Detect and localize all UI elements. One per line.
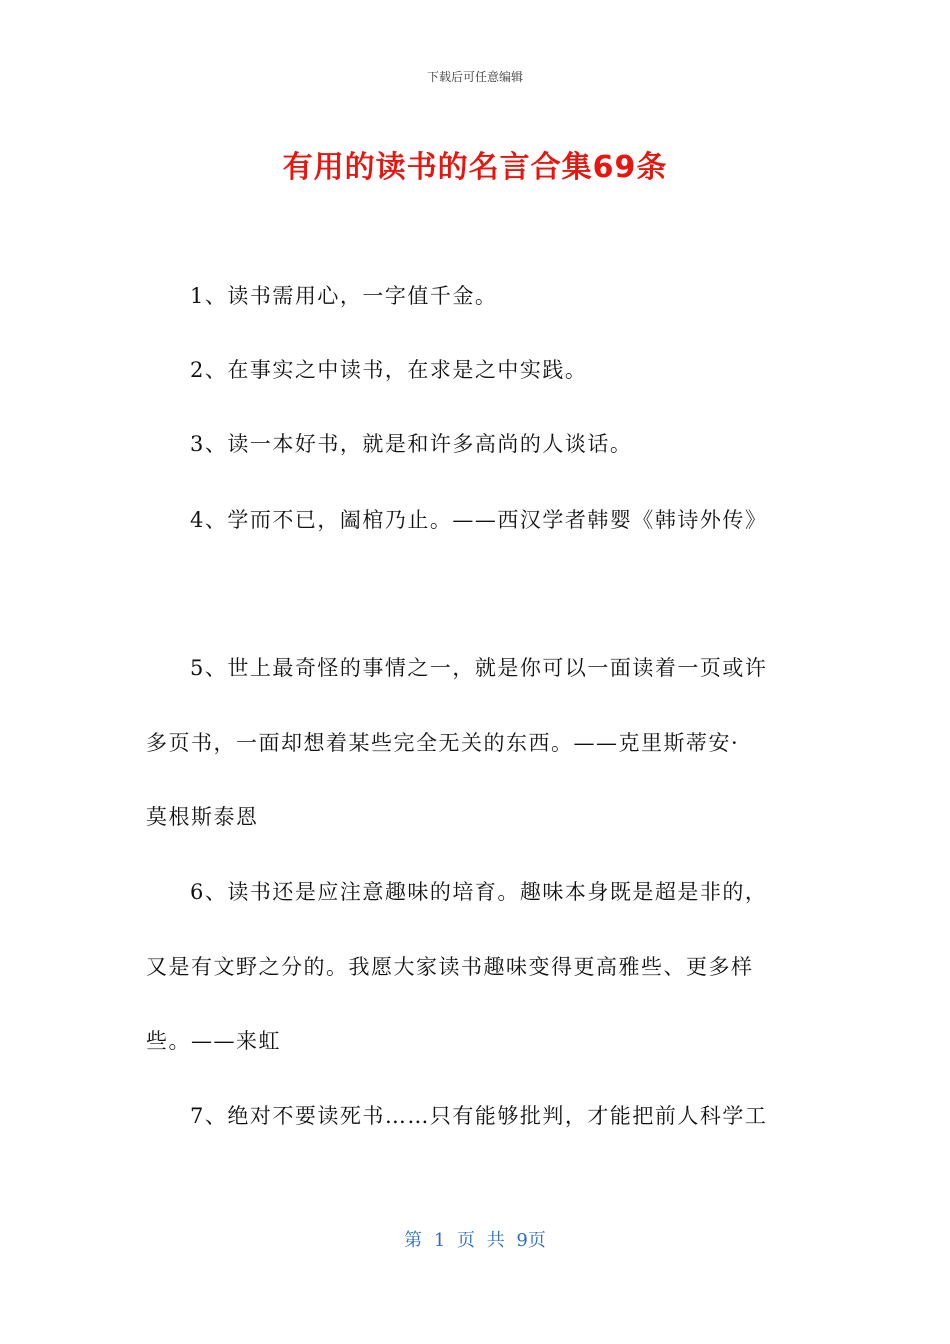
quote-line: 5、世上最奇怪的事情之一，就是你可以一面读着一页或许 xyxy=(190,656,768,680)
quote-line: 莫根斯泰恩 xyxy=(146,805,259,829)
quote-line: 1、读书需用心，一字值千金。 xyxy=(190,284,498,308)
quote-line: 些。——来虹 xyxy=(146,1029,281,1053)
document-title: 有用的读书的名言合集69条 xyxy=(282,150,668,185)
quote-line: 4、学而不已，阖棺乃止。——西汉学者韩婴《韩诗外传》 xyxy=(190,508,768,532)
quote-line: 2、在事实之中读书，在求是之中实践。 xyxy=(190,358,588,382)
quote-line: 6、读书还是应注意趣味的培育。趣味本身既是超是非的， xyxy=(190,880,768,904)
quote-line: 多页书，一面却想着某些完全无关的东西。——克里斯蒂安· xyxy=(146,731,740,755)
quote-line: 3、读一本好书，就是和许多高尚的人谈话。 xyxy=(190,432,633,456)
quote-line: 7、绝对不要读死书……只有能够批判，才能把前人科学工 xyxy=(190,1104,768,1128)
header-note: 下载后可任意编辑 xyxy=(426,70,523,84)
quote-line: 又是有文野之分的。我愿大家读书趣味变得更高雅些、更多样 xyxy=(146,955,754,979)
page-footer: 第 1 页 共 9页 xyxy=(404,1230,546,1251)
